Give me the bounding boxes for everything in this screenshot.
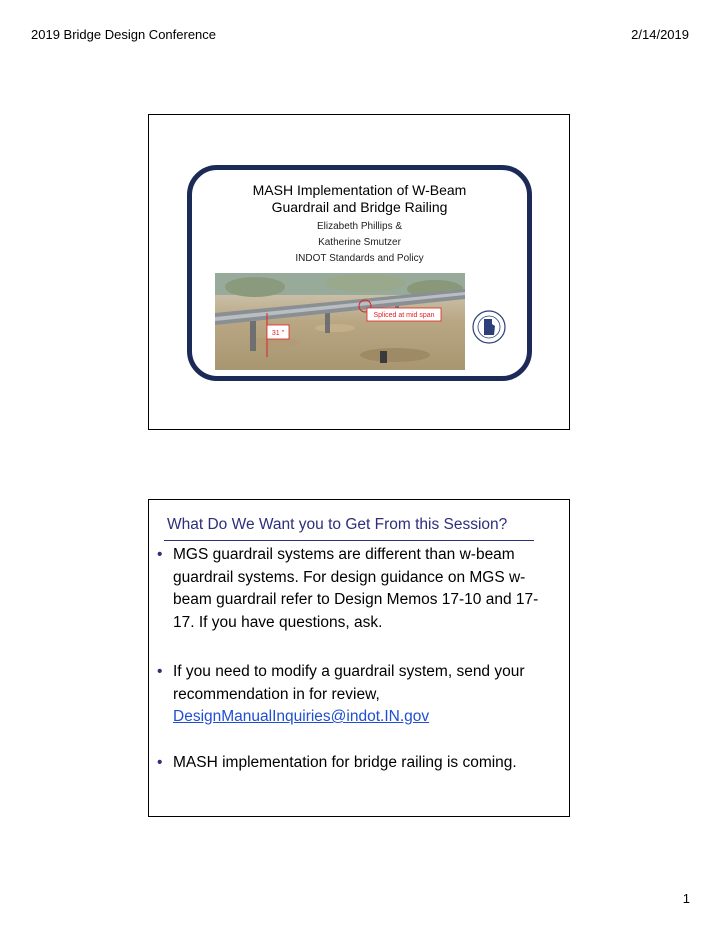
bullet-dot-icon: • — [157, 663, 163, 680]
page-number: 1 — [682, 891, 690, 906]
bullet-dot-icon: • — [157, 754, 163, 771]
author-1: Elizabeth Phillips & — [316, 221, 403, 232]
organization: INDOT Standards and Policy — [295, 253, 424, 264]
bullet-3-text: MASH implementation for bridge railing is coming. — [173, 754, 517, 771]
guardrail-photo — [215, 273, 465, 370]
header-conference-title: 2019 Bridge Design Conference — [31, 27, 217, 42]
slide-2 — [148, 499, 570, 817]
title-line-2: Guardrail and Bridge Railing — [271, 199, 448, 215]
title-frame — [187, 165, 532, 381]
bullet-2-line-2: recommendation in for review, — [173, 685, 380, 703]
indot-seal-icon — [472, 310, 506, 344]
bullet-1 — [157, 544, 557, 634]
guardrail-illustration — [215, 273, 465, 370]
bullet-1-line-2: guardrail systems. For design guidance on MGS w- — [173, 568, 526, 586]
design-manual-email-link[interactable]: DesignManualInquiries@indot.IN.gov — [173, 708, 430, 725]
title-underline — [164, 540, 534, 541]
slide-2-title: What Do We Want you to Get From this Session? — [167, 516, 508, 533]
bullet-2 — [157, 661, 557, 729]
bullet-1-line-1: MGS guardrail systems are different than w-beam — [173, 546, 515, 563]
title-line-1: MASH Implementation of W-Beam — [252, 182, 467, 198]
slide-1-title — [192, 182, 527, 216]
bullet-1-line-4: 17. If you have questions, ask. — [173, 613, 383, 631]
bullet-1-line-3: beam guardrail refer to Design Memos 17-10 and 17- — [173, 591, 539, 608]
bullet-1-text — [173, 544, 557, 634]
slide-1 — [148, 114, 570, 430]
bullet-2-text — [173, 661, 557, 729]
bullet-2-line-1: If you need to modify a guardrail system, send your — [173, 663, 525, 680]
height-label: 31 " — [271, 330, 285, 337]
splice-label: Spliced at mid span — [373, 312, 435, 319]
header-date: 2/14/2019 — [631, 27, 689, 42]
bullet-dot-icon: • — [157, 546, 163, 563]
author-2: Katherine Smutzer — [318, 237, 401, 248]
bullet-3 — [157, 752, 557, 775]
